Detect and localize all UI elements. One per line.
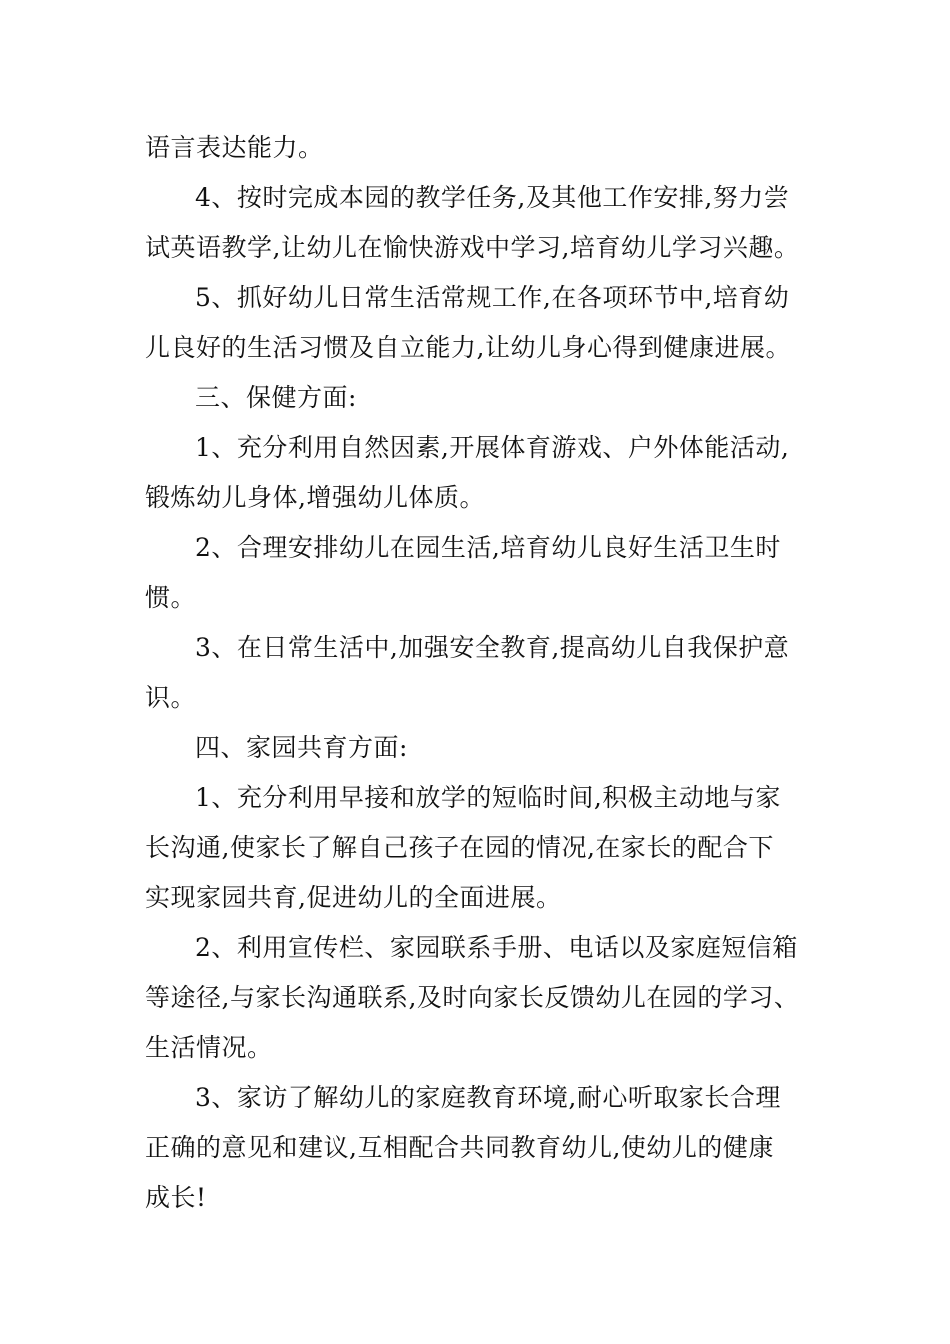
text-line: 3、家访了解幼儿的家庭教育环境,耐心听取家长合理: [195, 1083, 781, 1112]
text-line: 等途径,与家长沟通联系,及时向家长反馈幼儿在园的学习、: [145, 983, 800, 1012]
text-line: 生活情况。: [145, 1033, 273, 1062]
text-line: 儿良好的生活习惯及自立能力,让幼儿身心得到健康进展。: [145, 333, 791, 362]
text-line: 2、合理安排幼儿在园生活,培育幼儿良好生活卫生时: [195, 533, 781, 562]
text-line: 1、充分利用自然因素,开展体育游戏、户外体能活动,: [195, 433, 790, 462]
text-line: 锻炼幼儿身体,增强幼儿体质。: [145, 483, 485, 512]
text-line: 识。: [145, 683, 197, 712]
text-line: 实现家园共育,促进幼儿的全面进展。: [145, 883, 562, 912]
text-line: 1、充分利用早接和放学的短临时间,积极主动地与家: [195, 783, 781, 812]
text-line: 正确的意见和建议,互相配合共同教育幼儿,使幼儿的健康: [145, 1133, 774, 1162]
text-line: 2、利用宣传栏、家园联系手册、电话以及家庭短信箱: [195, 933, 798, 962]
section-heading: 三、保健方面:: [195, 383, 357, 412]
text-line: 5、抓好幼儿日常生活常规工作,在各项环节中,培育幼: [195, 283, 790, 312]
text-line: 试英语教学,让幼儿在愉快游戏中学习,培育幼儿学习兴趣。: [145, 233, 800, 262]
text-line: 长沟通,使家长了解自己孩子在园的情况,在家长的配合下: [145, 833, 774, 862]
text-line: 3、在日常生活中,加强安全教育,提高幼儿自我保护意: [195, 633, 790, 662]
text-line: 4、按时完成本园的教学任务,及其他工作安排,努力尝: [195, 183, 790, 212]
section-heading: 四、家园共育方面:: [195, 733, 408, 762]
text-line: 惯。: [145, 583, 197, 612]
text-line: 语言表达能力。: [145, 133, 324, 162]
text-line: 成长!: [145, 1183, 207, 1212]
